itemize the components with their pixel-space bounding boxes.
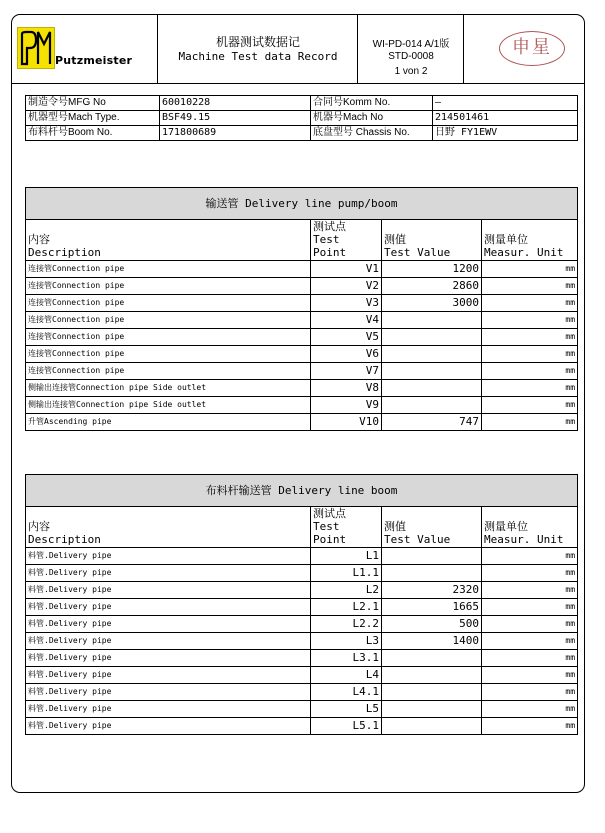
table-row (26, 397, 578, 414)
row-test-value[interactable] (382, 380, 482, 397)
row-test-value[interactable] (382, 701, 482, 718)
row-test-point: L1.1 (311, 565, 382, 582)
row-unit: mm (482, 718, 578, 735)
title-cell (157, 14, 357, 84)
row-test-point: L3 (311, 633, 382, 650)
col-unit-en: Measur. Unit (484, 533, 564, 546)
row-unit: mm (482, 548, 578, 565)
table-row (26, 701, 578, 718)
table-row (26, 582, 578, 599)
row-test-value[interactable] (382, 718, 482, 735)
row-test-point: V6 (311, 346, 382, 363)
table-row (26, 278, 578, 295)
row-unit: mm (482, 701, 578, 718)
row-test-point: L1 (311, 548, 382, 565)
delivery-line-boom-table (25, 474, 578, 735)
row-description: 连接管Connection pipe (26, 312, 311, 329)
row-description: 连接管Connection pipe (26, 278, 311, 295)
table-row (26, 650, 578, 667)
row-test-point: V5 (311, 329, 382, 346)
row-unit: mm (482, 261, 578, 278)
column-header-row (26, 220, 578, 261)
company-seal-icon: 申星 (499, 31, 565, 66)
col-unit (482, 507, 578, 548)
row-test-point: L5.1 (311, 718, 382, 735)
col-unit-en: Measur. Unit (484, 246, 564, 259)
row-test-value[interactable]: 747 (382, 414, 482, 431)
title-english: Machine Test data Record (178, 50, 338, 63)
col-unit-zh: 测量单位 (484, 233, 528, 246)
std-code: STD-0008 (388, 51, 434, 62)
row-description: 连接管Connection pipe (26, 346, 311, 363)
row-unit: mm (482, 363, 578, 380)
row-test-value[interactable] (382, 363, 482, 380)
boom-label: 布料杆号Boom No. (26, 126, 160, 141)
seal-cell (463, 14, 585, 84)
row-unit: mm (482, 329, 578, 346)
info-row (26, 111, 578, 126)
row-test-value[interactable]: 3000 (382, 295, 482, 312)
table-row (26, 261, 578, 278)
row-unit: mm (482, 278, 578, 295)
column-header-row (26, 507, 578, 548)
document-header (11, 14, 585, 84)
table-row (26, 346, 578, 363)
row-test-value[interactable] (382, 346, 482, 363)
row-test-value[interactable] (382, 312, 482, 329)
row-description: 料管.Delivery pipe (26, 650, 311, 667)
row-description: 连接管Connection pipe (26, 363, 311, 380)
chassis-label: 底盘型号 Chassis No. (311, 126, 433, 141)
row-test-point: V9 (311, 397, 382, 414)
row-description: 侧输出连接管Connection pipe Side outlet (26, 397, 311, 414)
col-value-zh: 测值 (384, 233, 406, 246)
row-test-value[interactable] (382, 329, 482, 346)
col-description (26, 220, 311, 261)
row-unit: mm (482, 599, 578, 616)
row-unit: mm (482, 397, 578, 414)
row-description: 料管.Delivery pipe (26, 684, 311, 701)
col-description (26, 507, 311, 548)
row-description: 连接管Connection pipe (26, 295, 311, 312)
mach-no-value: 214501461 (433, 111, 578, 126)
row-test-point: L3.1 (311, 650, 382, 667)
table-row (26, 684, 578, 701)
table-row (26, 414, 578, 431)
doc-code-cell (357, 14, 463, 84)
doc-code: WI-PD-014 A/1版 (372, 39, 450, 50)
col-value-zh: 测值 (384, 520, 406, 533)
mfg-label: 制造令号MFG No (26, 96, 160, 111)
row-test-value[interactable] (382, 650, 482, 667)
table-row (26, 329, 578, 346)
table-row (26, 633, 578, 650)
row-test-point: V8 (311, 380, 382, 397)
row-test-point: L4 (311, 667, 382, 684)
row-description: 料管.Delivery pipe (26, 718, 311, 735)
row-test-point: L2.2 (311, 616, 382, 633)
row-description: 料管.Delivery pipe (26, 599, 311, 616)
row-unit: mm (482, 650, 578, 667)
row-test-value[interactable]: 1200 (382, 261, 482, 278)
row-unit: mm (482, 616, 578, 633)
row-unit: mm (482, 667, 578, 684)
row-test-point: V1 (311, 261, 382, 278)
mach-no-label: 机器号Mach No (311, 111, 433, 126)
row-unit: mm (482, 295, 578, 312)
table-row (26, 312, 578, 329)
col-unit (482, 220, 578, 261)
col-unit-zh: 测量单位 (484, 520, 528, 533)
row-test-point: V7 (311, 363, 382, 380)
col-point-zh: 测试点 (313, 220, 346, 233)
row-test-value[interactable]: 500 (382, 616, 482, 633)
row-test-point: V3 (311, 295, 382, 312)
col-desc-en: Description (28, 246, 101, 259)
company-name: Putzmeister (55, 54, 133, 67)
row-unit: mm (482, 380, 578, 397)
col-test-point (311, 507, 382, 548)
row-unit: mm (482, 312, 578, 329)
row-test-value[interactable]: 1400 (382, 633, 482, 650)
section-title: 输送管 Delivery line pump/boom (26, 188, 578, 220)
col-point-en: Test Point (313, 233, 347, 259)
row-description: 升管Ascending pipe (26, 414, 311, 431)
col-value-en: Test Value (384, 246, 451, 259)
row-test-value[interactable]: 2860 (382, 278, 482, 295)
row-description: 料管.Delivery pipe (26, 565, 311, 582)
table-row (26, 718, 578, 735)
machine-info-table (25, 95, 578, 141)
row-description: 料管.Delivery pipe (26, 701, 311, 718)
logo-cell (11, 14, 157, 84)
row-test-point: L5 (311, 701, 382, 718)
section-title-row (26, 475, 578, 507)
delivery-line-pump-table (25, 187, 578, 431)
row-description: 料管.Delivery pipe (26, 633, 311, 650)
row-description: 料管.Delivery pipe (26, 667, 311, 684)
col-test-point (311, 220, 382, 261)
mach-type-label: 机器型号Mach Type. (26, 111, 160, 126)
col-desc-en: Description (28, 533, 101, 546)
row-test-value[interactable] (382, 397, 482, 414)
row-test-value[interactable]: 1665 (382, 599, 482, 616)
row-test-value[interactable] (382, 565, 482, 582)
col-desc-zh: 内容 (28, 520, 50, 533)
col-point-zh: 测试点 (313, 507, 346, 520)
row-test-value[interactable] (382, 548, 482, 565)
row-test-point: V4 (311, 312, 382, 329)
komm-label: 合同号Komm No. (311, 96, 433, 111)
row-unit: mm (482, 565, 578, 582)
row-unit: mm (482, 582, 578, 599)
row-test-point: L2.1 (311, 599, 382, 616)
row-description: 侧输出连接管Connection pipe Side outlet (26, 380, 311, 397)
row-description: 连接管Connection pipe (26, 261, 311, 278)
row-unit: mm (482, 414, 578, 431)
table-row (26, 667, 578, 684)
chassis-value: 日野 FY1EWV (433, 126, 578, 141)
row-test-point: V2 (311, 278, 382, 295)
row-description: 料管.Delivery pipe (26, 616, 311, 633)
col-test-value (382, 220, 482, 261)
table-row (26, 616, 578, 633)
info-row (26, 126, 578, 141)
row-test-value[interactable] (382, 684, 482, 701)
row-test-point: V10 (311, 414, 382, 431)
table-row (26, 363, 578, 380)
title-chinese: 机器测试数据记 (215, 35, 300, 49)
col-value-en: Test Value (384, 533, 451, 546)
table-row (26, 548, 578, 565)
table-row (26, 380, 578, 397)
col-point-en: Test Point (313, 520, 347, 546)
row-test-point: L2 (311, 582, 382, 599)
row-unit: mm (482, 684, 578, 701)
boom-value: 171800689 (160, 126, 311, 141)
komm-value: – (433, 96, 578, 111)
section-title: 布料杆输送管 Delivery line boom (26, 475, 578, 507)
row-test-value[interactable] (382, 667, 482, 684)
page-label: 1 von 2 (394, 66, 428, 77)
row-unit: mm (482, 346, 578, 363)
header-divider (11, 83, 585, 84)
row-test-value[interactable]: 2320 (382, 582, 482, 599)
row-unit: mm (482, 633, 578, 650)
mfg-value: 60010228 (160, 96, 311, 111)
row-description: 连接管Connection pipe (26, 329, 311, 346)
row-description: 料管.Delivery pipe (26, 582, 311, 599)
table-row (26, 565, 578, 582)
section-title-row (26, 188, 578, 220)
row-description: 料管.Delivery pipe (26, 548, 311, 565)
col-test-value (382, 507, 482, 548)
row-test-point: L4.1 (311, 684, 382, 701)
table-row (26, 599, 578, 616)
putzmeister-logo-icon (17, 27, 55, 69)
mach-type-value: BSF49.15 (160, 111, 311, 126)
info-row (26, 96, 578, 111)
col-desc-zh: 内容 (28, 233, 50, 246)
table-row (26, 295, 578, 312)
